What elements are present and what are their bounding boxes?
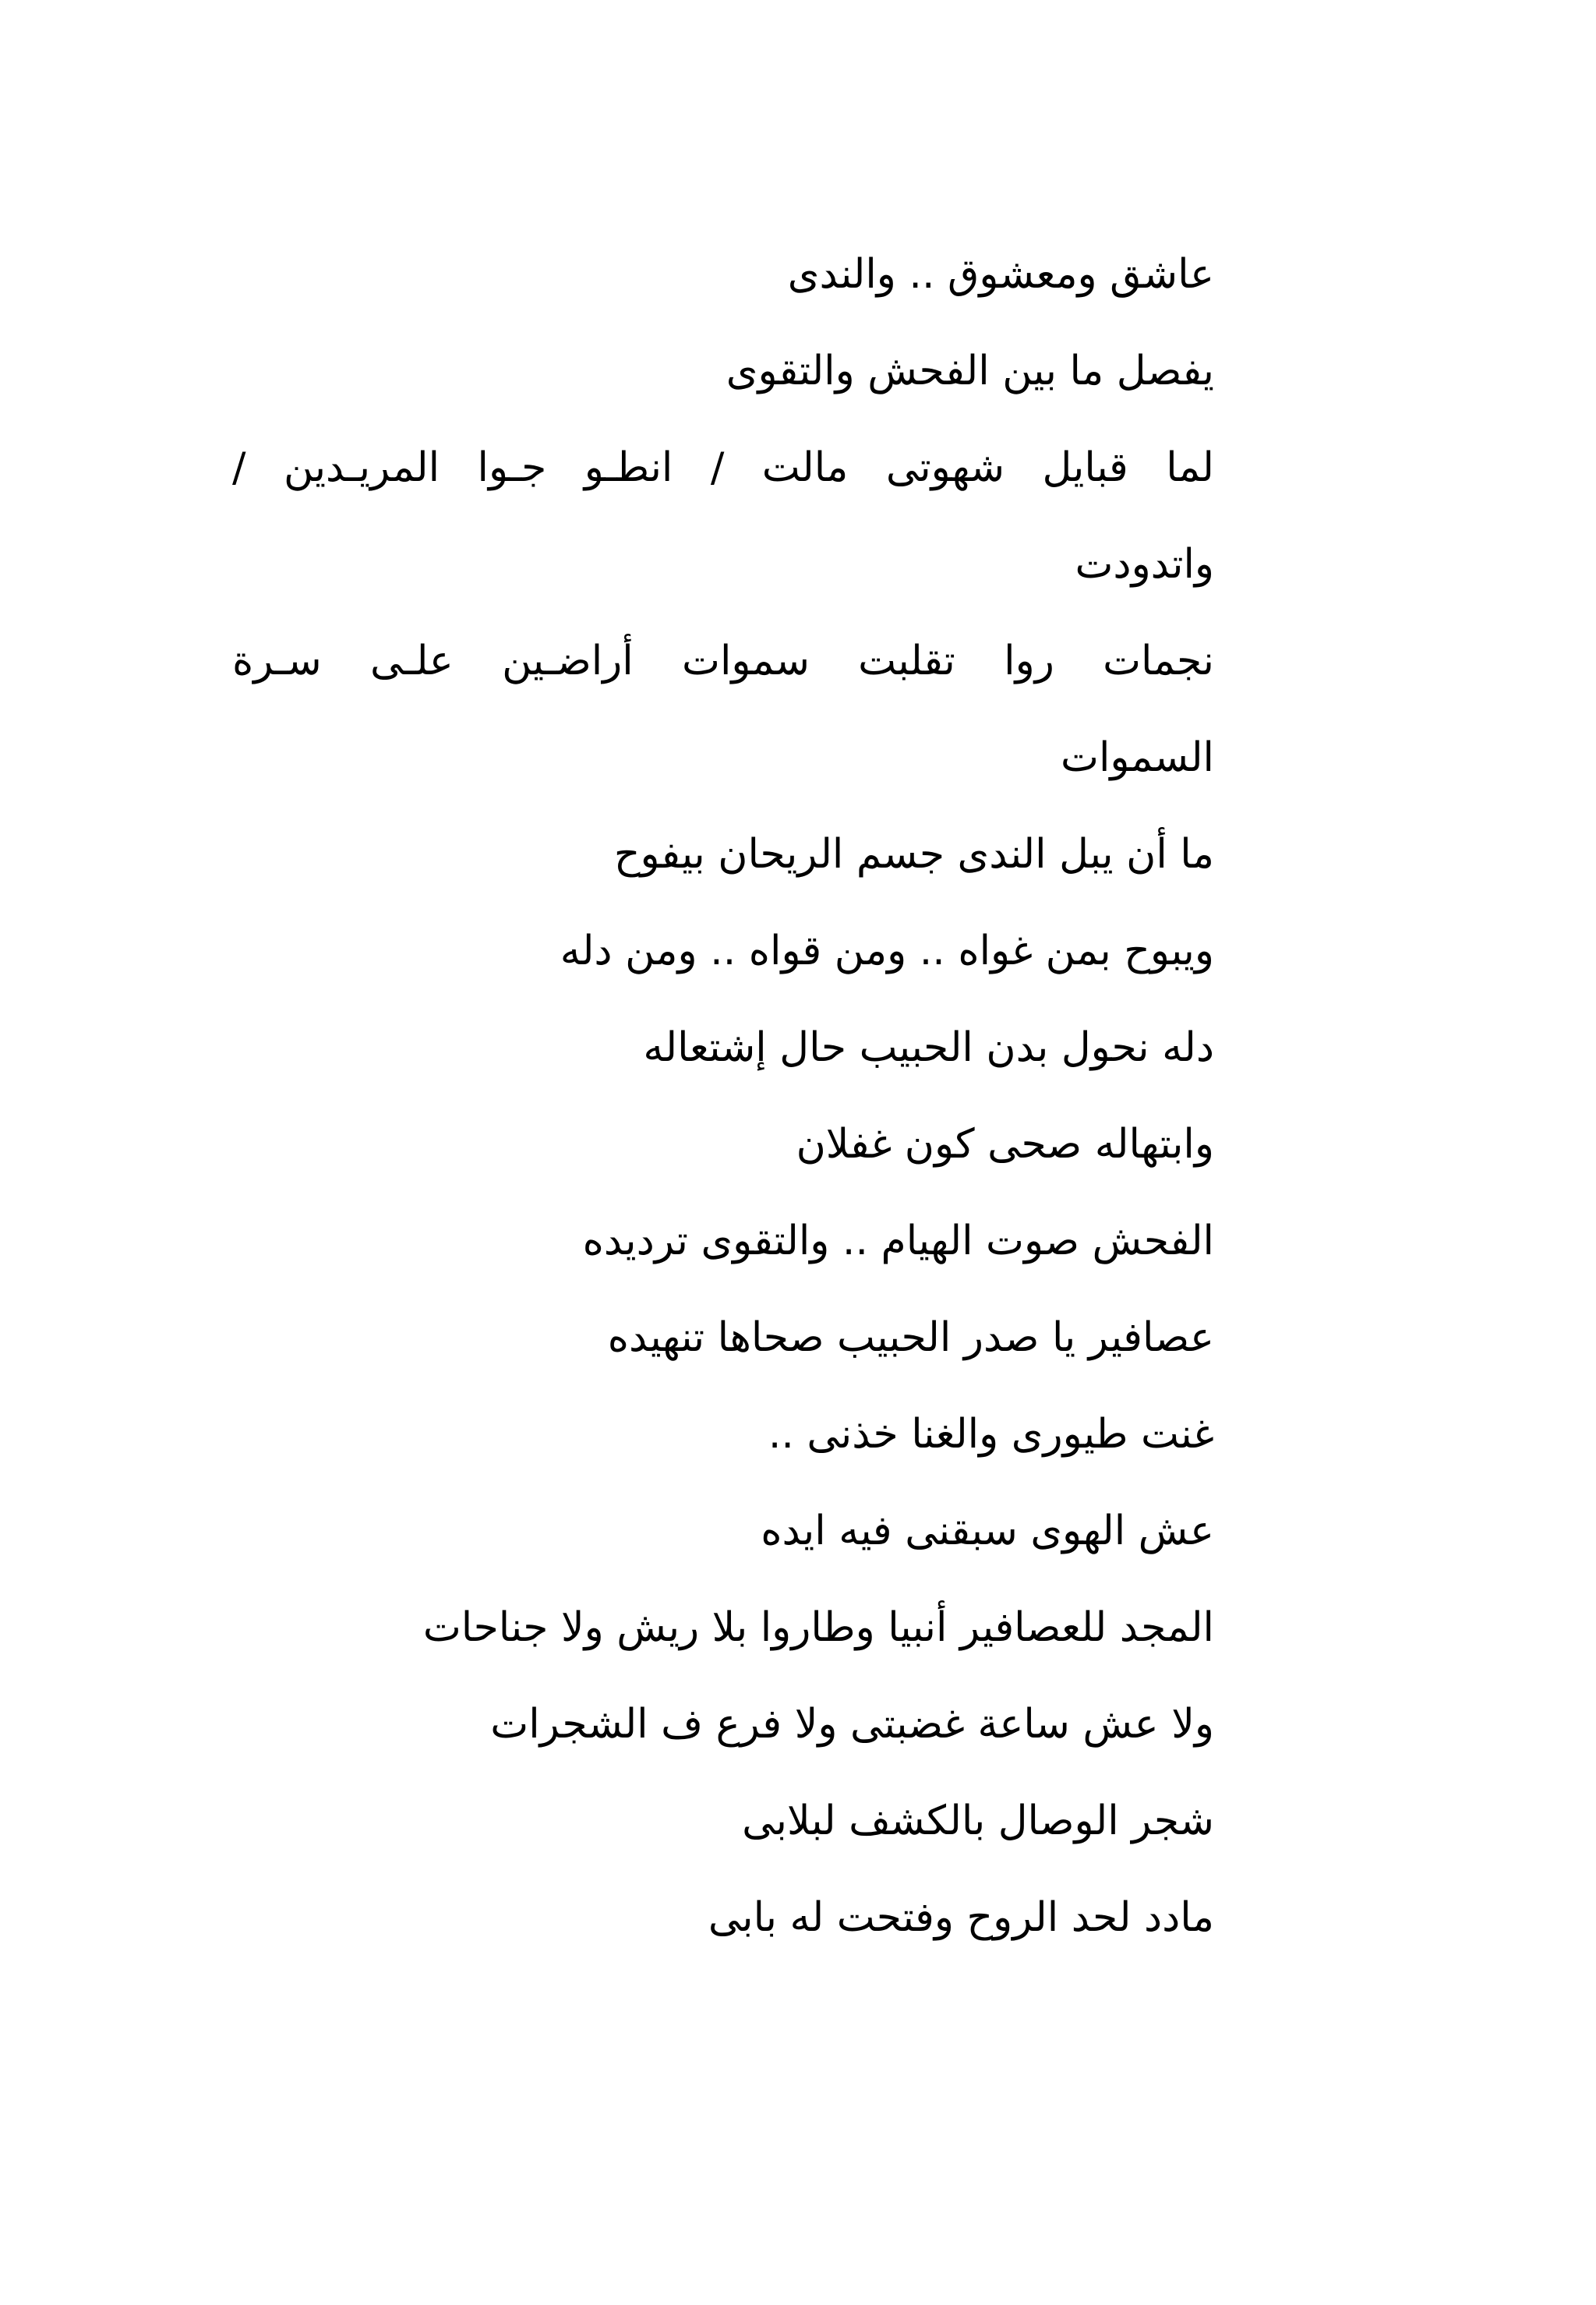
poem-line: دله نحول بدن الحبيب حال إشتعاله: [643, 1024, 1214, 1071]
poem-line: وابتهاله صحى كون غفلان: [796, 1121, 1214, 1168]
poem-line: ولا عش ساعة غضبتى ولا فرع ف الشجرات: [490, 1701, 1214, 1748]
poem-line: عصافير يا صدر الحبيب صحاها تنهيده: [607, 1314, 1214, 1361]
poem-line: الفحش صوت الهيام .. والتقوى ترديده: [582, 1218, 1214, 1264]
poem-line: نجمات روا تقلبت سموات أراضـين علـى سـرة: [232, 638, 1214, 684]
poem-line: ما أن يبل الندى جسم الريحان بيفوح: [613, 831, 1214, 878]
poem-line: عش الهوى سبقنى فيه ايده: [761, 1508, 1214, 1554]
poem-line: السموات: [1060, 734, 1214, 781]
poem-line: شجر الوصال بالكشف لبلابى: [742, 1798, 1214, 1844]
poem-line: المجد للعصافير أنبيا وطاروا بلا ريش ولا جناحات: [422, 1604, 1214, 1651]
poem-line: ويبوح بمن غواه .. ومن قواه .. ومن دله: [560, 928, 1214, 974]
poem-line: غنت طيورى والغنا خذنى ..: [768, 1411, 1214, 1458]
poem-text: [232, 226, 1214, 1966]
poem-line: عاشق ومعشوق .. والندى: [787, 251, 1214, 298]
poem-line: يفصل ما بين الفحش والتقوى: [726, 348, 1214, 394]
poem-line: مادد لحد الروح وفتحت له بابى: [708, 1894, 1214, 1941]
poem-line: لما قبايل شهوتى مالت / انطـو جـوا المريـدين /: [232, 444, 1214, 491]
poem-line: واتدودت: [1075, 541, 1214, 588]
